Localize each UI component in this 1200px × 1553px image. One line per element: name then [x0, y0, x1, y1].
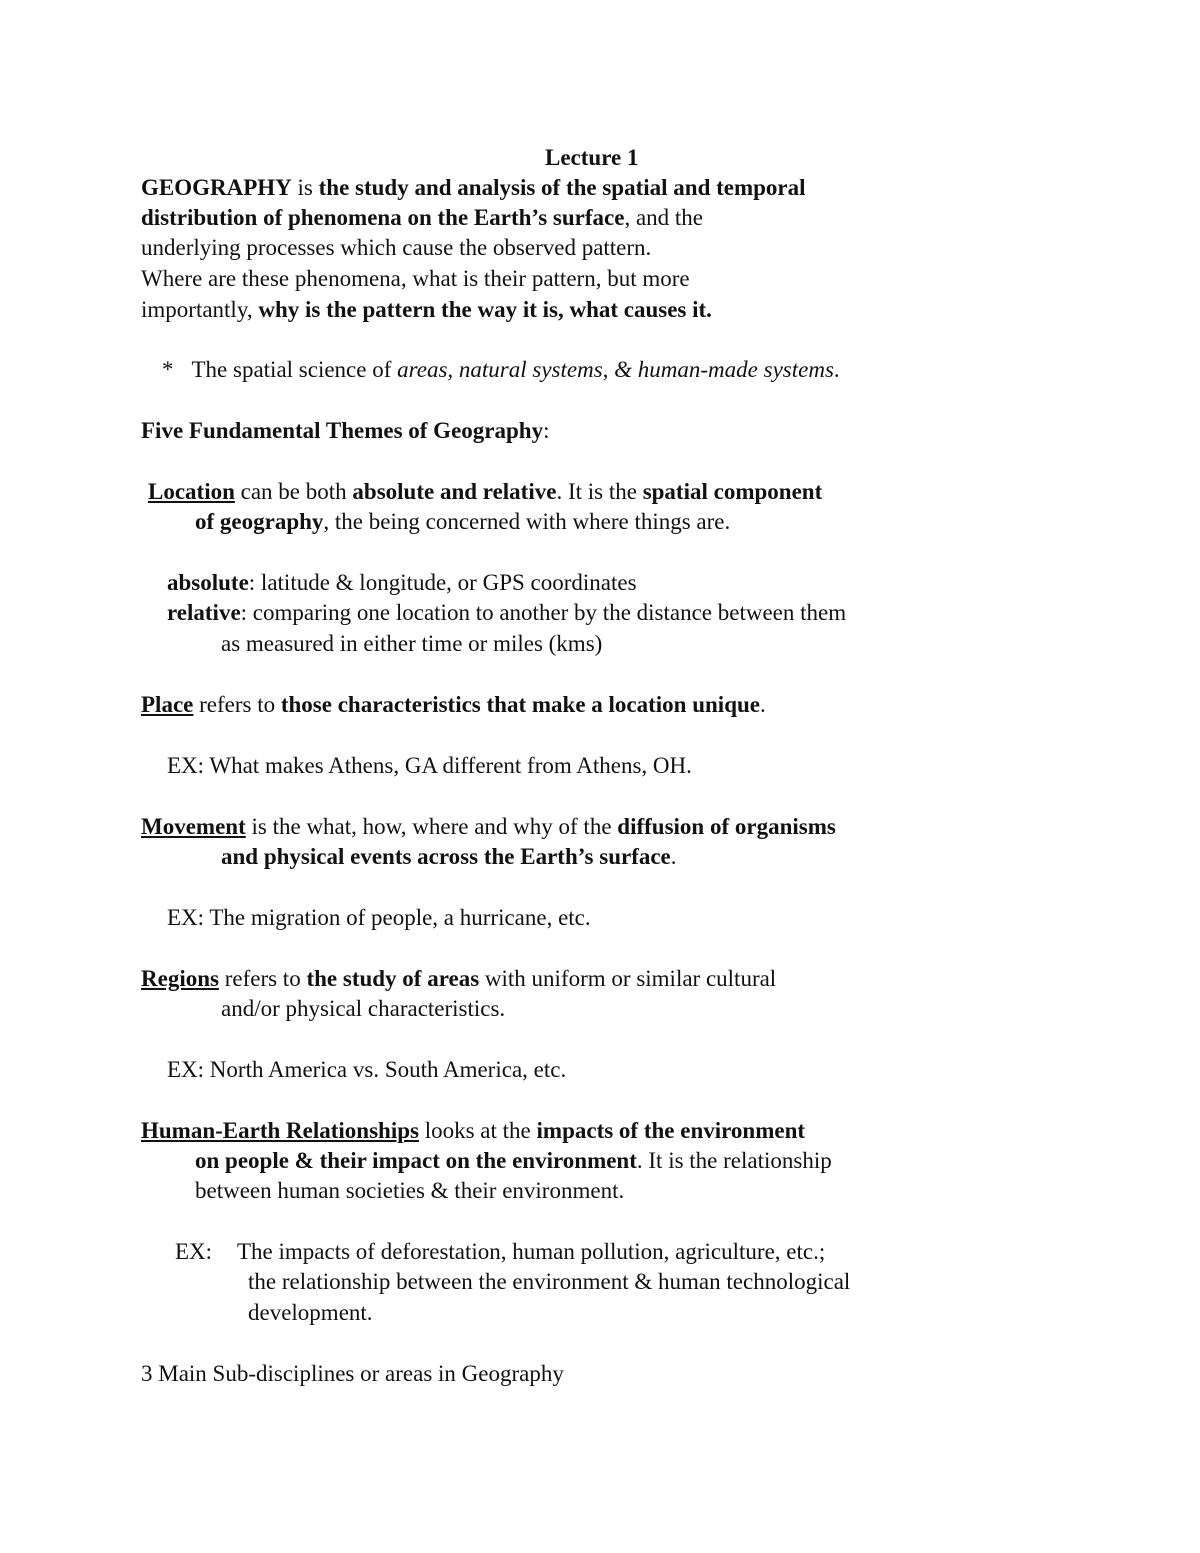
regions-line-1 [141, 964, 776, 994]
bullet-asterisk: * [162, 357, 174, 382]
absolute-line [167, 568, 637, 598]
themes-heading [141, 416, 549, 446]
lecture-title: Lecture 1 [545, 145, 639, 170]
intro-line-3: underlying processes which cause the observed pattern. [141, 235, 652, 260]
subdisciplines-line: 3 Main Sub-disciplines or areas in Geography [141, 1361, 564, 1386]
geography-term: GEOGRAPHY [141, 175, 292, 200]
intro-definition-bold: the study and analysis of the spatial and temporal [318, 175, 806, 200]
spatial-end: . [833, 357, 840, 382]
movement-example: EX: The migration of people, a hurricane, etc. [167, 905, 591, 930]
intro-line-2 [141, 203, 703, 233]
movement-line-1 [141, 812, 836, 842]
absolute-label: absolute [167, 570, 249, 595]
spatial-text: The spatial science of [191, 357, 398, 382]
movement-bold-1: diffusion of organisms [617, 814, 836, 839]
human-earth-example-1: The impacts of deforestation, human pollution, agriculture, etc.; [237, 1239, 826, 1264]
movement-end: . [670, 844, 677, 869]
human-earth-line-1 [141, 1116, 805, 1146]
movement-bold-2: and physical events across the Earth’s surface [221, 844, 671, 869]
location-line-1 [148, 477, 822, 507]
relative-label: relative [167, 600, 241, 625]
human-earth-ex-label: EX: [175, 1239, 213, 1264]
location-bold-1: absolute and relative [352, 479, 557, 504]
movement-text: is the what, how, where and why of the [245, 814, 618, 839]
intro-line-5 [141, 295, 712, 325]
relative-text: : comparing one location to another by the distance between them [240, 600, 847, 625]
human-earth-line-2 [195, 1146, 832, 1176]
human-earth-example-2: the relationship between the environment & human technological [248, 1269, 851, 1294]
place-bold: those characteristics that make a location unique [280, 692, 760, 717]
place-end: . [760, 692, 766, 717]
place-term: Place [141, 692, 194, 717]
regions-term: Regions [141, 966, 219, 991]
intro-line-2-rest: , and the [624, 205, 704, 230]
location-term: Location [148, 479, 235, 504]
movement-term: Movement [141, 814, 246, 839]
spatial-italic: areas, natural systems, & human-made systems [397, 357, 834, 382]
intro-line-1 [141, 173, 806, 203]
themes-heading-bold: Five Fundamental Themes of Geography [141, 418, 544, 443]
movement-line-2 [221, 842, 677, 872]
location-line-2 [195, 507, 730, 537]
relative-line-2: as measured in either time or miles (kms) [221, 631, 603, 656]
place-line [141, 690, 766, 720]
human-earth-text-1: looks at the [418, 1118, 537, 1143]
location-text-1: can be both [234, 479, 353, 504]
intro-line-4: Where are these phenomena, what is their pattern, but more [141, 266, 690, 291]
place-example: EX: What makes Athens, GA different from Athens, OH. [167, 753, 692, 778]
human-earth-bold-1: impacts of the environment [536, 1118, 806, 1143]
intro-line-5-start: importantly, [141, 297, 259, 322]
regions-example: EX: North America vs. South America, etc. [167, 1057, 567, 1082]
place-text: refers to [193, 692, 281, 717]
relative-line [167, 598, 846, 628]
regions-text-1: refers to [218, 966, 307, 991]
human-earth-bold-2: on people & their impact on the environment [195, 1148, 637, 1173]
human-earth-line-3: between human societies & their environment. [195, 1178, 625, 1203]
intro-is: is [291, 175, 319, 200]
location-bold-3: of geography [195, 509, 324, 534]
intro-definition-bold-2: distribution of phenomena on the Earth’s surface [141, 205, 625, 230]
regions-line-2: and/or physical characteristics. [221, 996, 506, 1021]
human-earth-term: Human-Earth Relationships [141, 1118, 419, 1143]
human-earth-text-2: . It is the relationship [636, 1148, 832, 1173]
intro-why-bold: why is the pattern the way it is, what causes it. [258, 297, 712, 322]
human-earth-example-3: development. [248, 1300, 373, 1325]
location-text-3: , the being concerned with where things are. [323, 509, 731, 534]
location-bold-2: spatial component [642, 479, 823, 504]
regions-text-2: with uniform or similar cultural [479, 966, 777, 991]
regions-bold: the study of areas [306, 966, 480, 991]
themes-heading-colon: : [543, 418, 550, 443]
spatial-science-line [162, 355, 840, 385]
location-text-2: . It is the [556, 479, 643, 504]
absolute-text: : latitude & longitude, or GPS coordinates [248, 570, 637, 595]
